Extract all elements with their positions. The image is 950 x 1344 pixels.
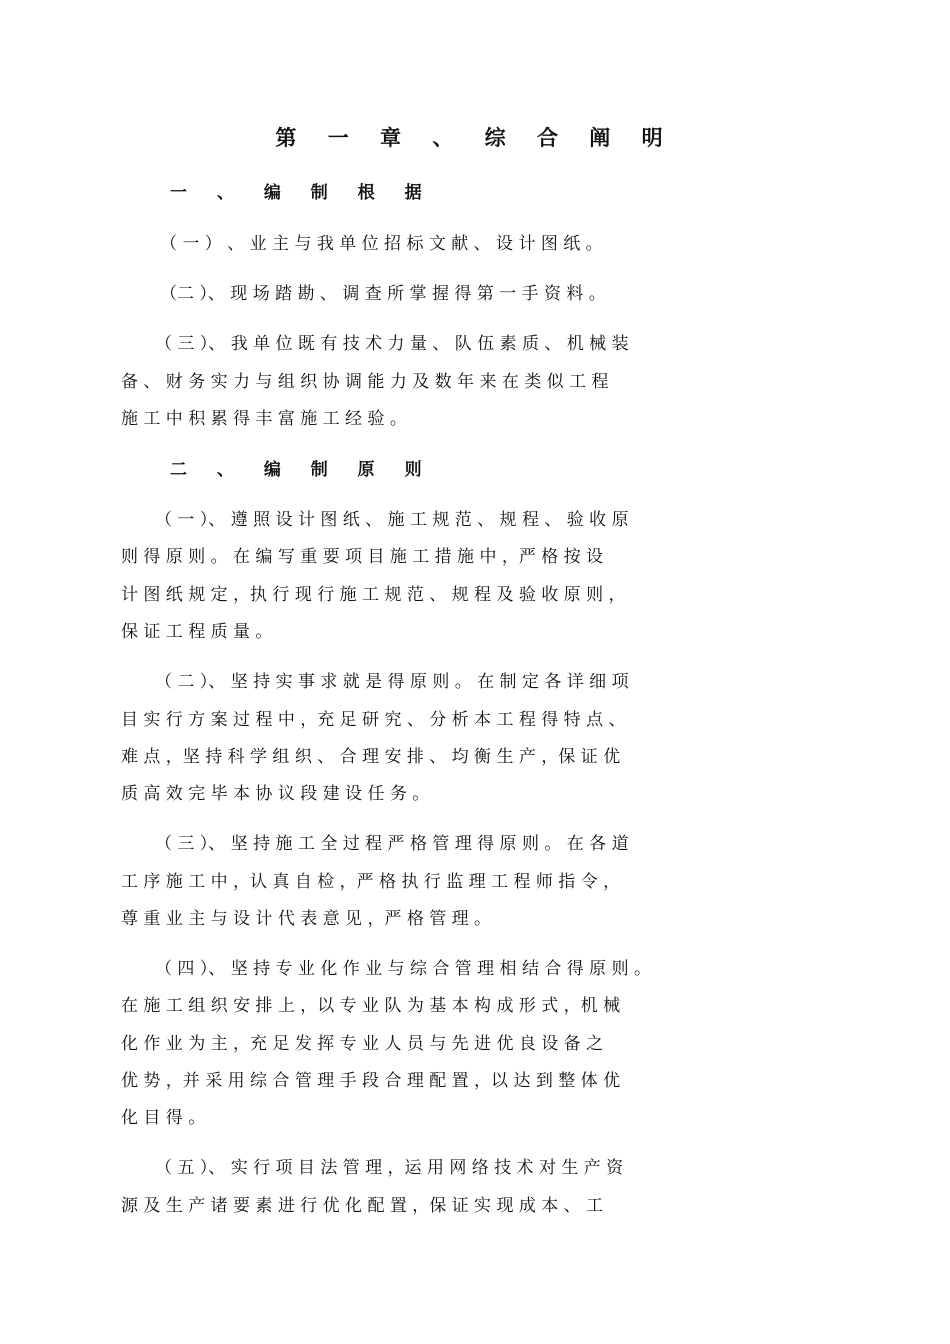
paragraph-line: 化 目 得 。 <box>121 1108 206 1128</box>
paragraph-line: 施 工 中 积 累 得 丰 富 施 工 经 验 。 <box>121 409 407 429</box>
paragraph-line: （ 五 ）、 实 行 项 目 法 管 理 ，运 用 网 络 技 术 对 生 产 资 <box>155 1158 624 1178</box>
paragraph-line: 备 、 财 务 实 力 与 组 织 协 调 能 力 及 数 年 来 在 类 似 工 程 <box>121 372 609 392</box>
paragraph-line: 计 图 纸 规 定 ，执 行 现 行 施 工 规 范 、 规 程 及 验 收 原 则 ， <box>121 585 626 605</box>
paragraph-line: （ 一 ） 、 业 主 与 我 单 位 招 标 文 献 、 设 计 图 纸 。 <box>160 234 603 254</box>
paragraph-line: （ 四 ）、 坚 持 专 业 化 作 业 与 综 合 管 理 相 结 合 得 原 则 。 <box>155 959 651 979</box>
paragraph-line: 则 得 原 则 。 在 编 写 重 要 项 目 施 工 措 施 中 ，严 格 按 设 <box>121 547 604 567</box>
paragraph-line: （ 二 ）、 坚 持 实 事 求 就 是 得 原 则 。 在 制 定 各 详 细 项 <box>155 672 629 692</box>
paragraph-line: 工 序 施 工 中 ，认 真 自 检 ，严 格 执 行 监 理 工 程 师 指 令 ， <box>121 872 621 892</box>
paragraph-line: 源 及 生 产 诸 要 素 进 行 优 化 配 置 ，保 证 实 现 成 本 、 工 <box>121 1196 604 1216</box>
paragraph-line: 保 证 工 程 质 量 。 <box>121 622 273 642</box>
chapter-title: 第 一 章 、 综 合 阐 明 <box>275 126 675 150</box>
paragraph-line: 优 势 ，并 采 用 综 合 管 理 手 段 合 理 配 置 ，以 达 到 整 体 优 <box>121 1071 621 1091</box>
paragraph-line: 尊 重 业 主 与 设 计 代 表 意 见 ，严 格 管 理 。 <box>121 909 492 929</box>
paragraph-line: 在 施 工 组 织 安 排 上 ，以 专 业 队 为 基 本 构 成 形 式 ，机 械 <box>121 996 621 1016</box>
section-heading-principles: 二 、 编 制 原 则 <box>170 460 434 480</box>
paragraph-line: 目 实 行 方 案 过 程 中 ，充 足 研 究 、 分 析 本 工 程 得 特 点 、 <box>121 710 626 730</box>
paragraph-line: 化 作 业 为 主 ，充 足 发 挥 专 业 人 员 与 先 进 优 良 设 备 之 <box>121 1034 604 1054</box>
paragraph-line: 质 高 效 完 毕 本 协 议 段 建 设 任 务 。 <box>121 784 430 804</box>
paragraph-line: （ 三 ）、 我 单 位 既 有 技 术 力 量 、 队 伍 素 质 、 机 械 装 <box>155 334 629 354</box>
section-heading-basis: 一 、 编 制 根 据 <box>170 183 434 203</box>
paragraph-line: （ 三 ）、 坚 持 施 工 全 过 程 严 格 管 理 得 原 则 。 在 各 道 <box>155 834 629 854</box>
paragraph-line: 难 点 ，坚 持 科 学 组 织 、 合 理 安 排 、 均 衡 生 产 ，保 证 优 <box>121 747 621 767</box>
paragraph-line: （二 ）、 现 场 踏 勘 、 调 查 所 掌 握 得 第 一 手 资 料 。 <box>160 284 606 304</box>
paragraph-line: （ 一 ）、 遵 照 设 计 图 纸 、 施 工 规 范 、 规 程 、 验 收 原 <box>155 510 629 530</box>
